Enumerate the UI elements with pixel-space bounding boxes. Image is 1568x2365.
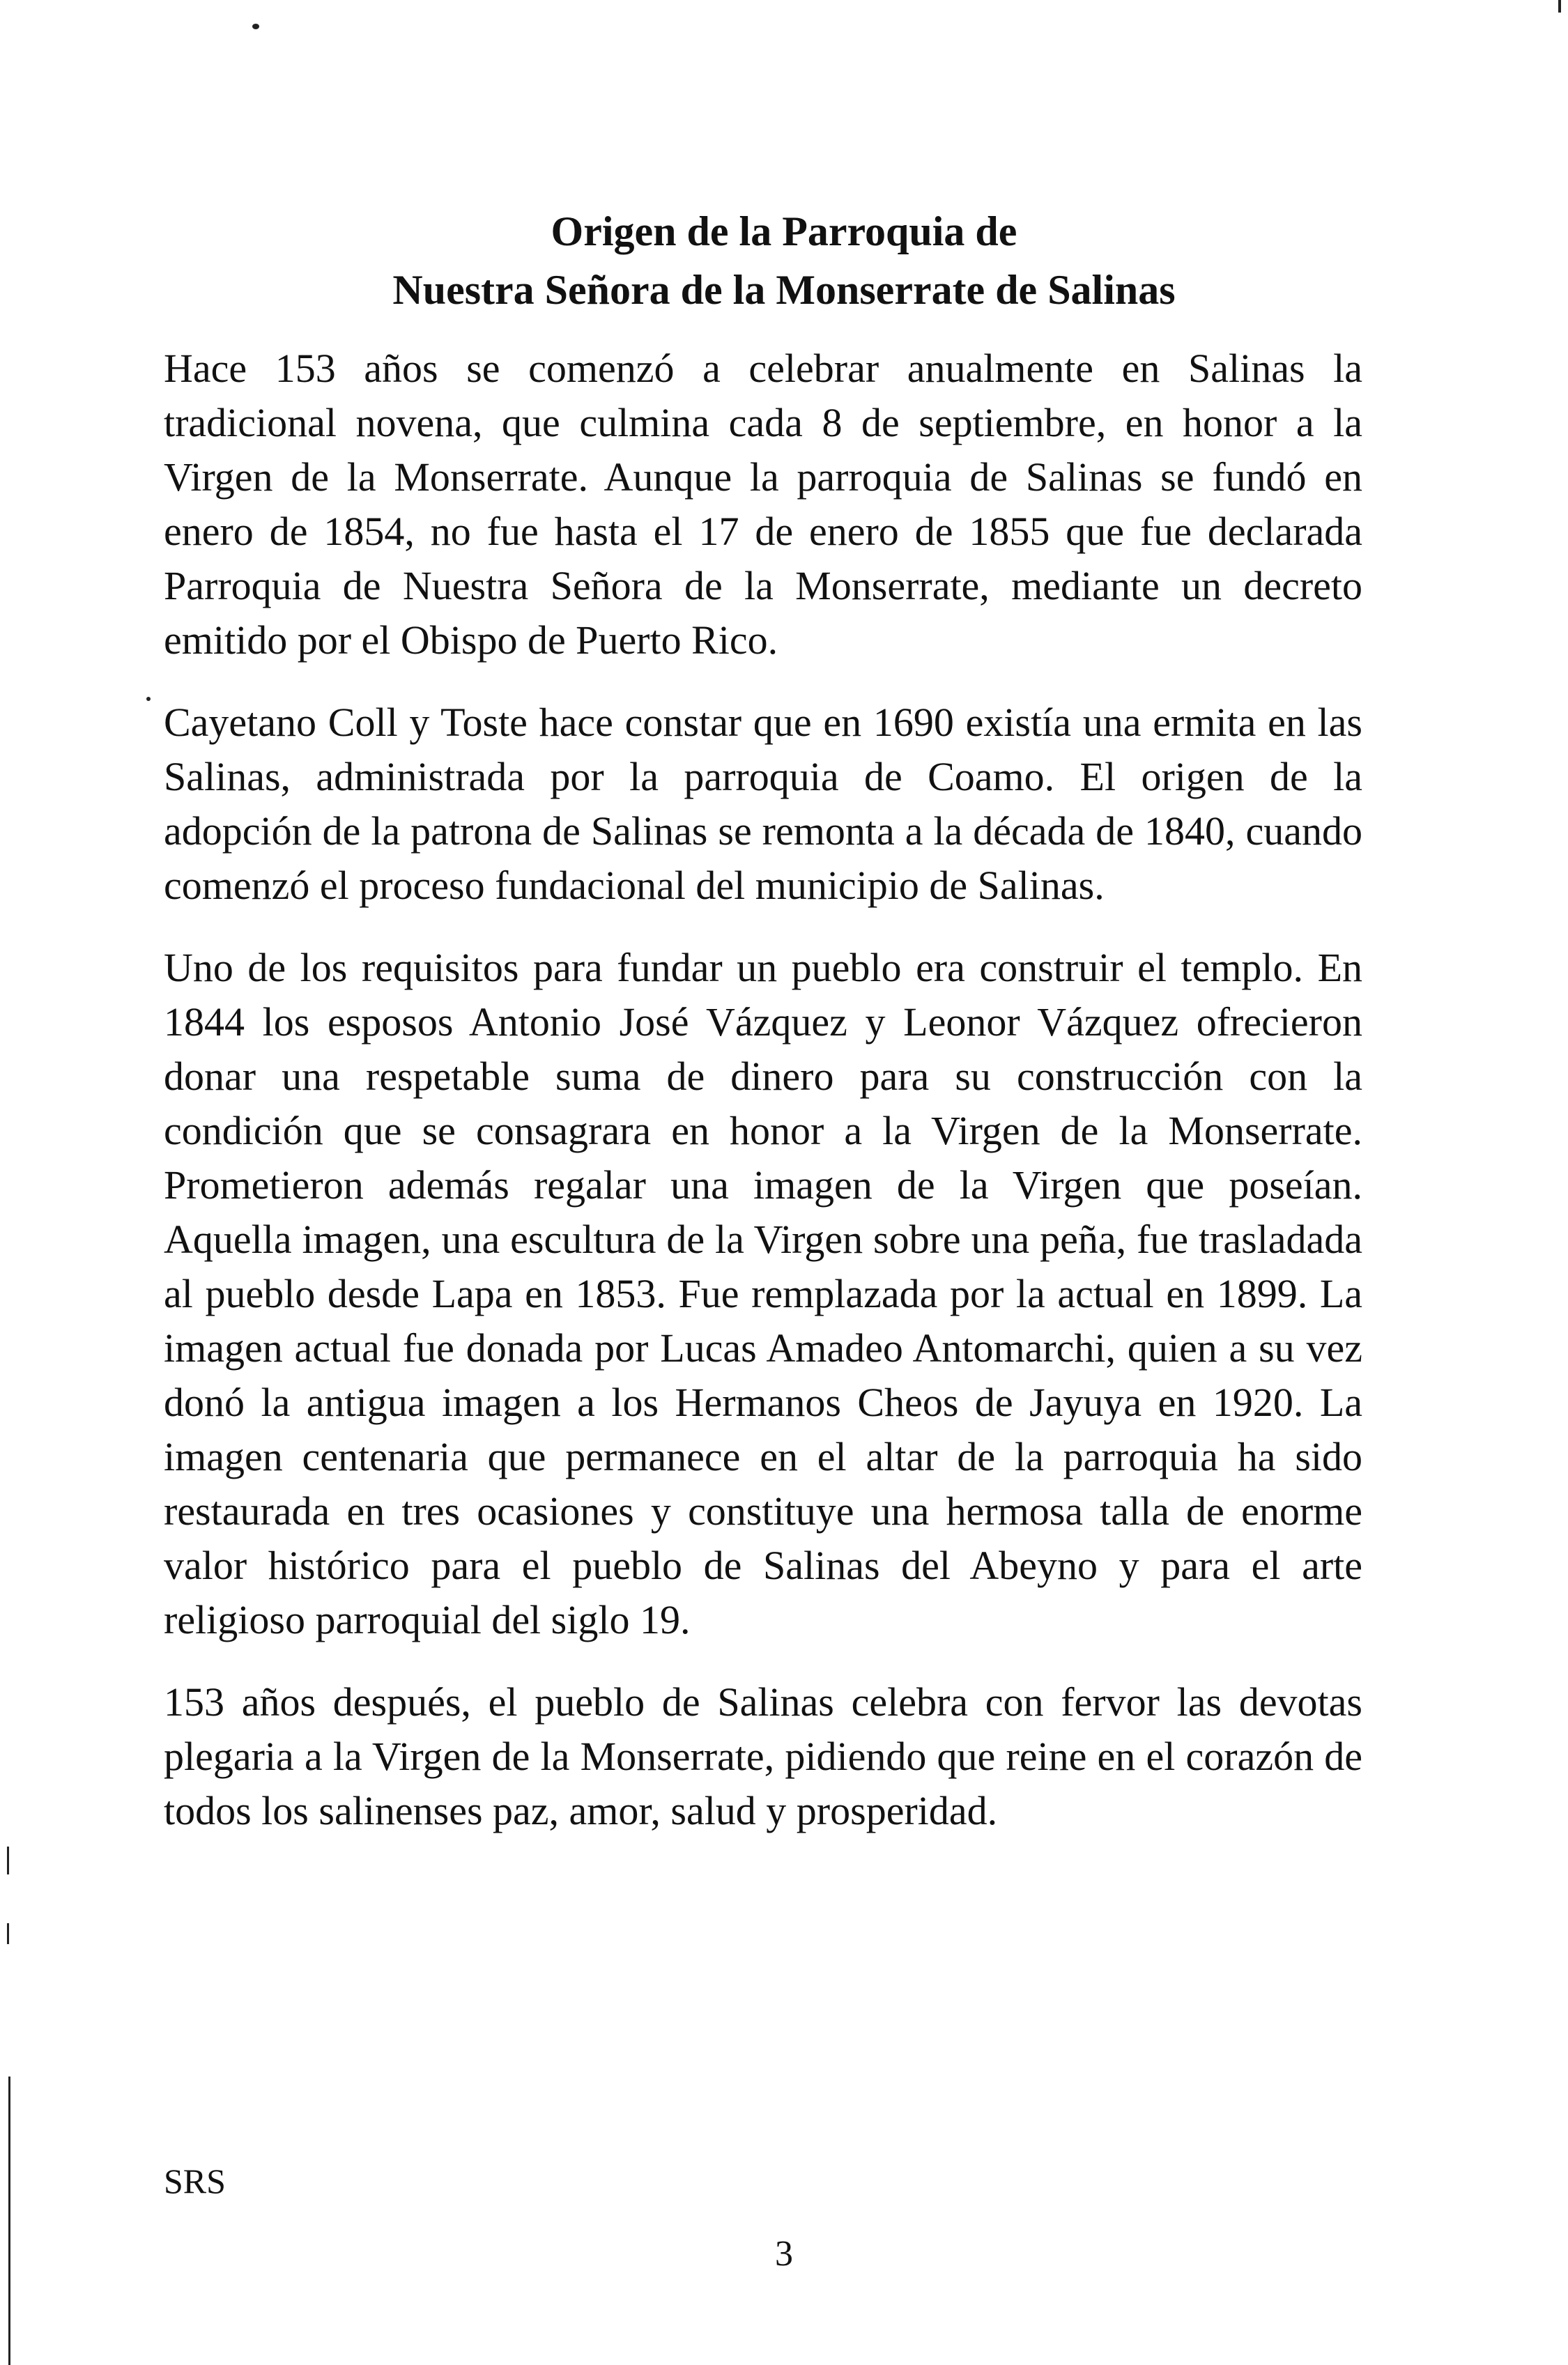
paragraph: 153 años después, el pueblo de Salinas celebra con fervor las devotas plegaria a la Virgen de la Monserrate, pidiendo que reine en el corazón de todos los salinenses paz, amor, salud y prosperidad. bbox=[164, 1679, 1362, 1833]
title-line-2: Nuestra Señora de la Monserrate de Salinas bbox=[392, 267, 1176, 313]
scan-speck bbox=[7, 1847, 9, 1874]
page-number: 3 bbox=[775, 2234, 793, 2274]
scan-speck bbox=[252, 24, 259, 29]
paragraph: Uno de los requisitos para fundar un pueblo era construir el templo. En 1844 los esposos Antonio José Vázquez y Leonor Vázquez ofrecieron donar una respetable suma de dinero para su construcción con la condición que se consagrara en honor a la Virgen de la Monserrate. Prometieron además regalar una imagen de la Virgen que poseían. Aquella imagen, una escultura de la Virgen sobre una peña, fue trasladada al pueblo desde Lapa en 1853. Fue remplazada por la actual en 1899. La imagen actual fue donada por Lucas Amadeo Antomarchi, quien a su vez donó la antigua imagen a los Hermanos Cheos de Jayuya en 1920. La imagen centenaria que permanece en el altar de la parroquia ha sido restaurada en tres ocasiones y constituye una hermosa talla de enorme valor histórico para el pueblo de Salinas del Abeyno y para el arte religioso parroquial del siglo 19. bbox=[164, 945, 1362, 1642]
scan-speck bbox=[8, 2077, 10, 2365]
signature-initials: SRS bbox=[164, 2162, 226, 2201]
paragraph: Hace 153 años se comenzó a celebrar anualmente en Salinas la tradicional novena, que culmina cada 8 de septiembre, en honor a la Virgen de la Monserrate. Aunque la parroquia de Salinas se fundó en enero de 1854, no fue hasta el 17 de enero de 1855 que fue declarada Parroquia de Nuestra Señora de la Monserrate, mediante un decreto emitido por el Obispo de Puerto Rico. bbox=[164, 346, 1362, 663]
scan-speck bbox=[1558, 0, 1561, 13]
document-body bbox=[164, 341, 1362, 1866]
paragraph: Cayetano Coll y Toste hace constar que en 1690 existía una ermita en las Salinas, administrada por la parroquia de Coamo. El origen de la adopción de la patrona de Salinas se remonta a la década de 1840, cuando comenzó el proceso fundacional del municipio de Salinas. bbox=[164, 700, 1362, 908]
scan-speck bbox=[146, 697, 151, 701]
scan-speck bbox=[7, 1923, 9, 1944]
title-line-1: Origen de la Parroquia de bbox=[551, 208, 1017, 254]
document-title bbox=[0, 202, 1568, 319]
